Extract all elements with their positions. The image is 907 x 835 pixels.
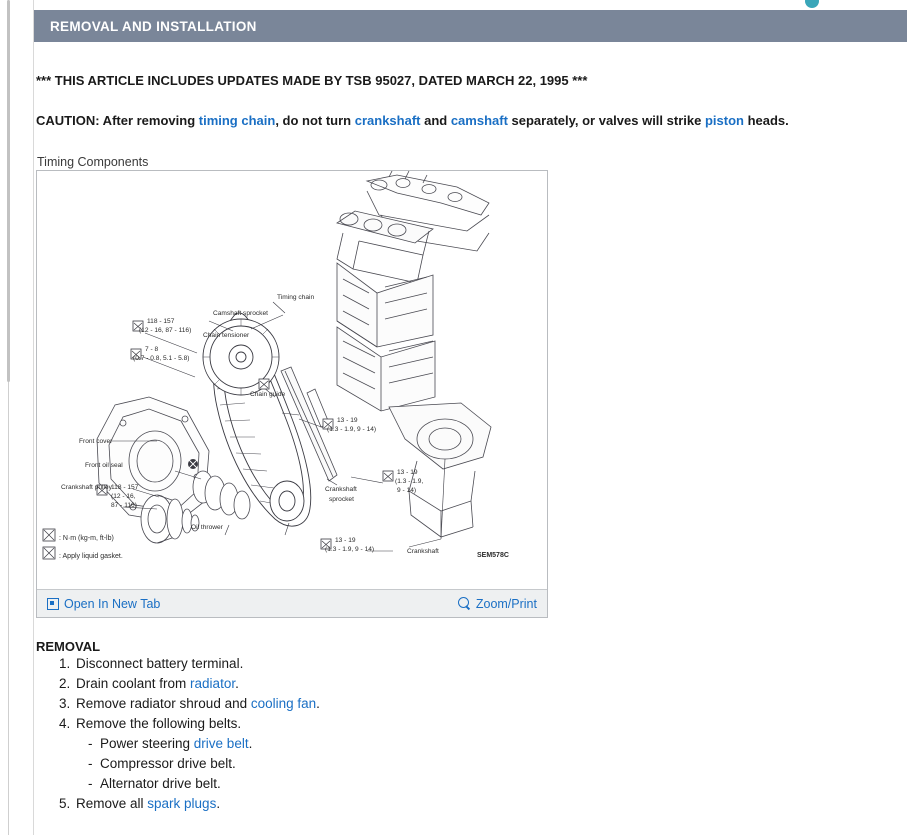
torque-5-line2: (12 - 16, xyxy=(111,493,136,500)
article-content xyxy=(34,42,907,835)
zoom-print-label: Zoom/Print xyxy=(475,596,537,611)
teal-badge-icon xyxy=(805,0,819,8)
label-chain-tensioner: Chain tensioner xyxy=(203,332,250,339)
figure-caption: Timing Components xyxy=(37,155,149,169)
torque-3-line1: 13 - 19 xyxy=(337,417,358,424)
timing-components-diagram[interactable] xyxy=(37,171,547,589)
label-camshaft-sprocket: Camshaft sprocket xyxy=(213,310,268,317)
torque-2-line1: 7 - 8 xyxy=(145,346,159,353)
torque-2-line2: (0.7 - 0.8, 5.1 - 5.8) xyxy=(133,355,190,362)
torque-4-line3: 9 - 14) xyxy=(397,487,417,494)
link-cooling-fan[interactable]: cooling fan xyxy=(250,696,317,711)
caution-text-2: , do not turn xyxy=(275,113,355,128)
list-item xyxy=(88,774,320,794)
figure-toolbar xyxy=(37,589,547,617)
label-crankshaft-sprocket-2: sprocket xyxy=(329,496,354,503)
step-2-post: . xyxy=(235,676,239,691)
caution-text-3: and xyxy=(420,113,451,128)
label-part-number: SEM578C xyxy=(477,552,509,559)
step-4-text: Remove the following belts. xyxy=(76,716,242,731)
caution-label: CAUTION: xyxy=(36,113,100,128)
top-strip xyxy=(34,0,907,10)
substep-3-text: Alternator drive belt. xyxy=(100,776,221,791)
torque-1-line2: (12 - 16, 87 - 116) xyxy=(139,327,192,334)
removal-steps-list xyxy=(36,654,320,814)
magnifier-icon xyxy=(458,597,471,610)
link-timing-chain[interactable]: timing chain xyxy=(198,113,276,128)
label-chain-guide: Chain guide xyxy=(250,391,286,398)
caution-text-4: separately, or valves will strike xyxy=(507,113,705,128)
removal-substeps-list xyxy=(76,734,320,794)
torque-4-line1: 13 - 19 xyxy=(397,469,418,476)
list-item xyxy=(88,754,320,774)
figure-container xyxy=(36,170,548,618)
substep-2-text: Compressor drive belt. xyxy=(100,756,236,771)
step-3-pre: Remove radiator shroud and xyxy=(76,696,251,711)
torque-3-line2: (1.3 - 1.9, 9 - 14) xyxy=(327,426,377,433)
label-crankshaft: Crankshaft xyxy=(407,548,439,555)
link-spark-plugs[interactable]: spark plugs xyxy=(147,796,217,811)
label-oil-thrower: Oil thrower xyxy=(191,524,223,531)
legend-line-2: : Apply liquid gasket. xyxy=(59,553,123,560)
step-1-text: Disconnect battery terminal. xyxy=(76,656,244,671)
list-item xyxy=(74,674,320,694)
list-item xyxy=(74,694,320,714)
page-title: REMOVAL AND INSTALLATION xyxy=(50,18,257,34)
open-in-new-tab-label: Open In New Tab xyxy=(64,596,161,611)
open-in-new-tab-button[interactable] xyxy=(47,597,160,611)
caution-text-5: heads. xyxy=(743,113,789,128)
substep-1-post: . xyxy=(248,736,253,751)
list-item xyxy=(74,654,320,674)
engine-diagram-svg xyxy=(37,171,547,589)
torque-5-line1: 118 - 157 xyxy=(111,484,139,491)
link-camshaft[interactable]: camshaft xyxy=(450,113,508,128)
substep-1-pre: Power steering xyxy=(100,736,194,751)
zoom-print-button[interactable] xyxy=(458,597,537,611)
link-piston[interactable]: piston xyxy=(704,113,744,128)
caution-text-1: After removing xyxy=(99,113,199,128)
step-5-pre: Remove all xyxy=(76,796,148,811)
label-timing-chain: Timing chain xyxy=(277,294,315,301)
page-scrollbar-thumb[interactable] xyxy=(7,0,10,382)
caution-note xyxy=(36,113,789,128)
list-item xyxy=(74,714,320,794)
browser-left-gutter xyxy=(0,0,34,835)
label-crankshaft-sprocket-1: Crankshaft xyxy=(325,486,357,493)
label-front-oil-seal: Front oil seal xyxy=(85,462,123,469)
list-item xyxy=(88,734,320,754)
torque-5-line3: 87 - 116) xyxy=(111,502,137,509)
link-radiator[interactable]: radiator xyxy=(190,676,236,691)
new-tab-icon xyxy=(47,598,59,610)
removal-heading: REMOVAL xyxy=(36,639,101,654)
step-2-pre: Drain coolant from xyxy=(76,676,191,691)
section-header-bar xyxy=(34,10,907,42)
torque-1-line1: 118 - 157 xyxy=(147,318,175,325)
step-5-post: . xyxy=(216,796,221,811)
legend-line-1: : N·m (kg-m, ft-lb) xyxy=(59,535,114,542)
link-crankshaft[interactable]: crankshaft xyxy=(354,113,421,128)
label-crankshaft-pulley: Crankshaft pulley xyxy=(61,484,112,491)
torque-6-line1: 13 - 19 xyxy=(335,537,356,544)
link-drive-belt[interactable]: drive belt xyxy=(193,736,249,751)
step-3-post: . xyxy=(316,696,320,711)
tsb-update-note: *** THIS ARTICLE INCLUDES UPDATES MADE BY TSB 95027, DATED MARCH 22, 1995 *** xyxy=(36,73,588,88)
label-front-cover: Front cover xyxy=(79,438,113,445)
torque-6-line2: (1.3 - 1.9, 9 - 14) xyxy=(325,546,375,553)
list-item xyxy=(74,794,320,814)
torque-4-line2: (1.3 - 1.9, xyxy=(395,478,424,485)
